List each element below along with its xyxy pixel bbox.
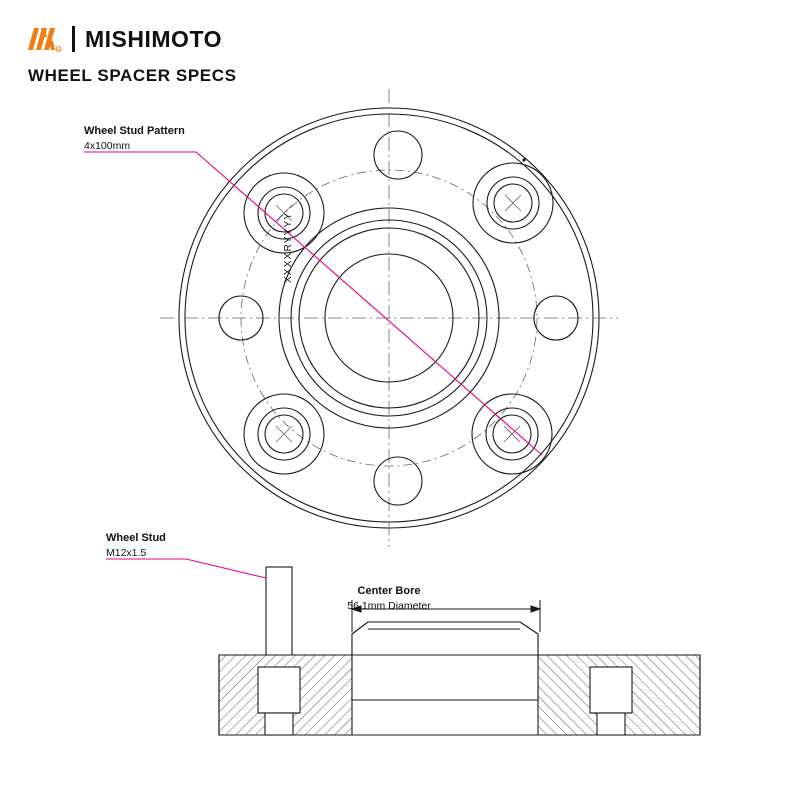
through-hole	[374, 131, 422, 179]
callout-value: M12x1.5	[106, 546, 147, 559]
callout-value: 56.1mm Diameter	[347, 599, 431, 612]
callout-wheel-stud	[106, 531, 166, 560]
part-id-text: XXXXRYYYY	[283, 211, 294, 283]
callout-center-bore	[347, 584, 430, 613]
page-title: WHEEL SPACER SPECS	[28, 66, 237, 85]
leader-wheel-stud	[106, 559, 266, 578]
lug-seat	[473, 158, 553, 243]
through-hole	[374, 457, 422, 505]
callout-wheel-stud-pattern	[84, 124, 185, 153]
callout-title: Wheel Stud Pattern	[84, 125, 185, 137]
callout-title: Center Bore	[357, 585, 421, 597]
center-bore-boss	[352, 622, 538, 700]
section-view	[219, 567, 700, 735]
callout-value: 4x100mm	[84, 139, 131, 152]
lug-seat	[244, 394, 324, 474]
lug-seat	[472, 394, 552, 474]
wheel-stud-section	[266, 567, 292, 667]
front-view	[160, 89, 618, 547]
brand-name: MISHIMOTO	[85, 25, 222, 52]
callout-title: Wheel Stud	[106, 532, 166, 544]
svg-text:R: R	[57, 47, 60, 52]
